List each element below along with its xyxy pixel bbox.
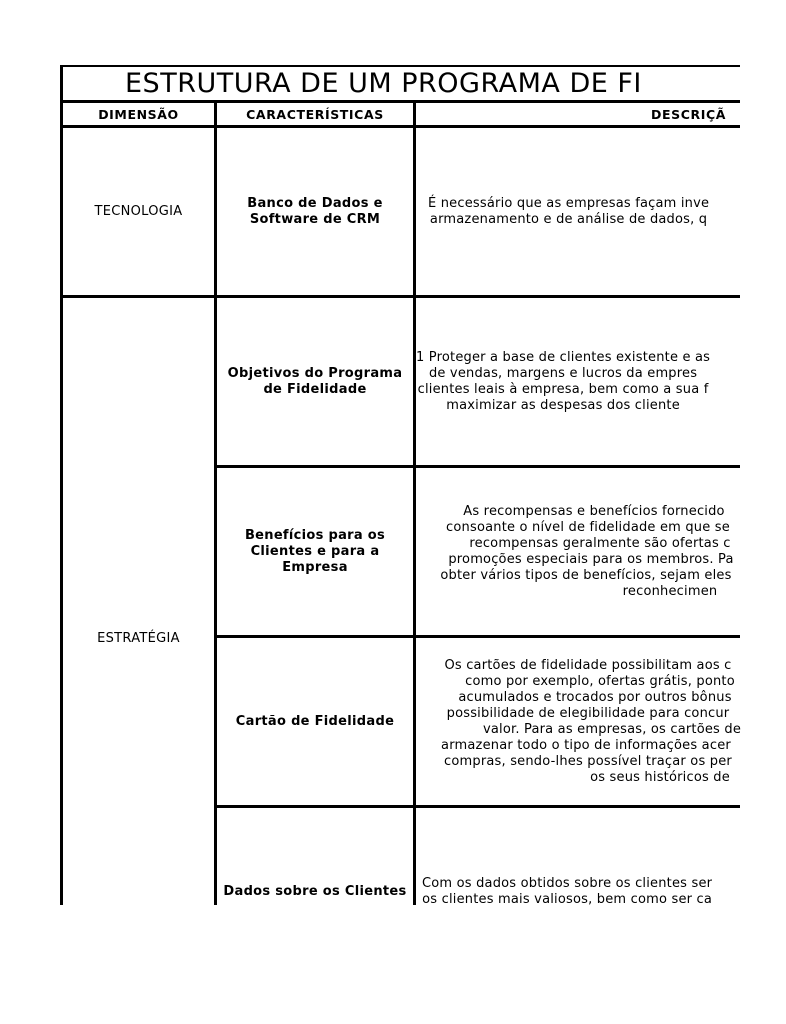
caracteristica-objetivos: Objetivos do Programa de Fidelidade (227, 365, 403, 397)
descricao-line: consoante o nível de fidelidade em que se (446, 519, 730, 535)
descricao-line: acumulados e trocados por outros bônus (458, 689, 732, 705)
caracteristica-cartao: Cartão de Fidelidade (235, 713, 395, 729)
descricao-dados-clientes (416, 808, 756, 975)
descricao-line: As recompensas e benefícios fornecido (463, 503, 725, 519)
descricao-line: como por exemplo, ofertas grátis, ponto (465, 673, 735, 689)
descricao-line: reconhecimen (622, 583, 718, 599)
descricao-crm (416, 128, 786, 295)
dimension-estrategia: ESTRATÉGIA (97, 630, 180, 646)
caracteristica-beneficios: Benefícios para os Clientes e para a Empresa (244, 527, 386, 575)
descricao-beneficios (416, 468, 756, 635)
dimension-tecnologia: TECNOLOGIA (94, 204, 183, 219)
descricao-line: compras, sendo-lhes possível traçar os per (444, 753, 732, 769)
descricao-line: os clientes mais valiosos, bem como ser ca (422, 891, 713, 907)
descricao-line: de vendas, margens e lucros da empres (428, 365, 698, 381)
descricao-objetivos (416, 298, 756, 465)
descricao-line: Com os dados obtidos sobre os clientes ser (422, 875, 713, 891)
descricao-line: armazenamento e de análise de dados, q (429, 211, 708, 227)
descricao-line: É necessário que as empresas façam inve (428, 195, 710, 211)
header-caracteristicas: CARACTERÍSTICAS (246, 106, 384, 122)
descricao-cartao (416, 638, 756, 805)
descricao-line: maximizar as despesas dos cliente (446, 397, 680, 413)
header-descricao: DESCRIÇÃ (650, 106, 726, 122)
caracteristica-dados-clientes: Dados sobre os Clientes (223, 883, 407, 899)
caracteristica-crm: Banco de Dados e Software de CRM (247, 195, 383, 227)
descricao-line: clientes leais à empresa, bem como a sua f (417, 381, 709, 397)
descricao-line: promoções especiais para os membros. Pa (448, 551, 734, 567)
sheet-title: ESTRUTURA DE UM PROGRAMA DE FI (125, 68, 642, 99)
descricao-line: armazenar todo o tipo de informações acer (441, 737, 731, 753)
descricao-line: os seus históricos de (590, 769, 730, 785)
header-dimensao: DIMENSÃO (98, 106, 179, 122)
descricao-line: possibilidade de elegibilidade para concur (446, 705, 730, 721)
descricao-line: Os cartões de fidelidade possibilitam aos c (444, 657, 732, 673)
descricao-line: valor. Para as empresas, os cartões de (482, 721, 742, 737)
descricao-line: 1 Proteger a base de clientes existente e as (416, 349, 711, 365)
descricao-line: obter vários tipos de benefícios, sejam eles (440, 567, 732, 583)
descricao-line: recompensas geralmente são ofertas c (469, 535, 731, 551)
